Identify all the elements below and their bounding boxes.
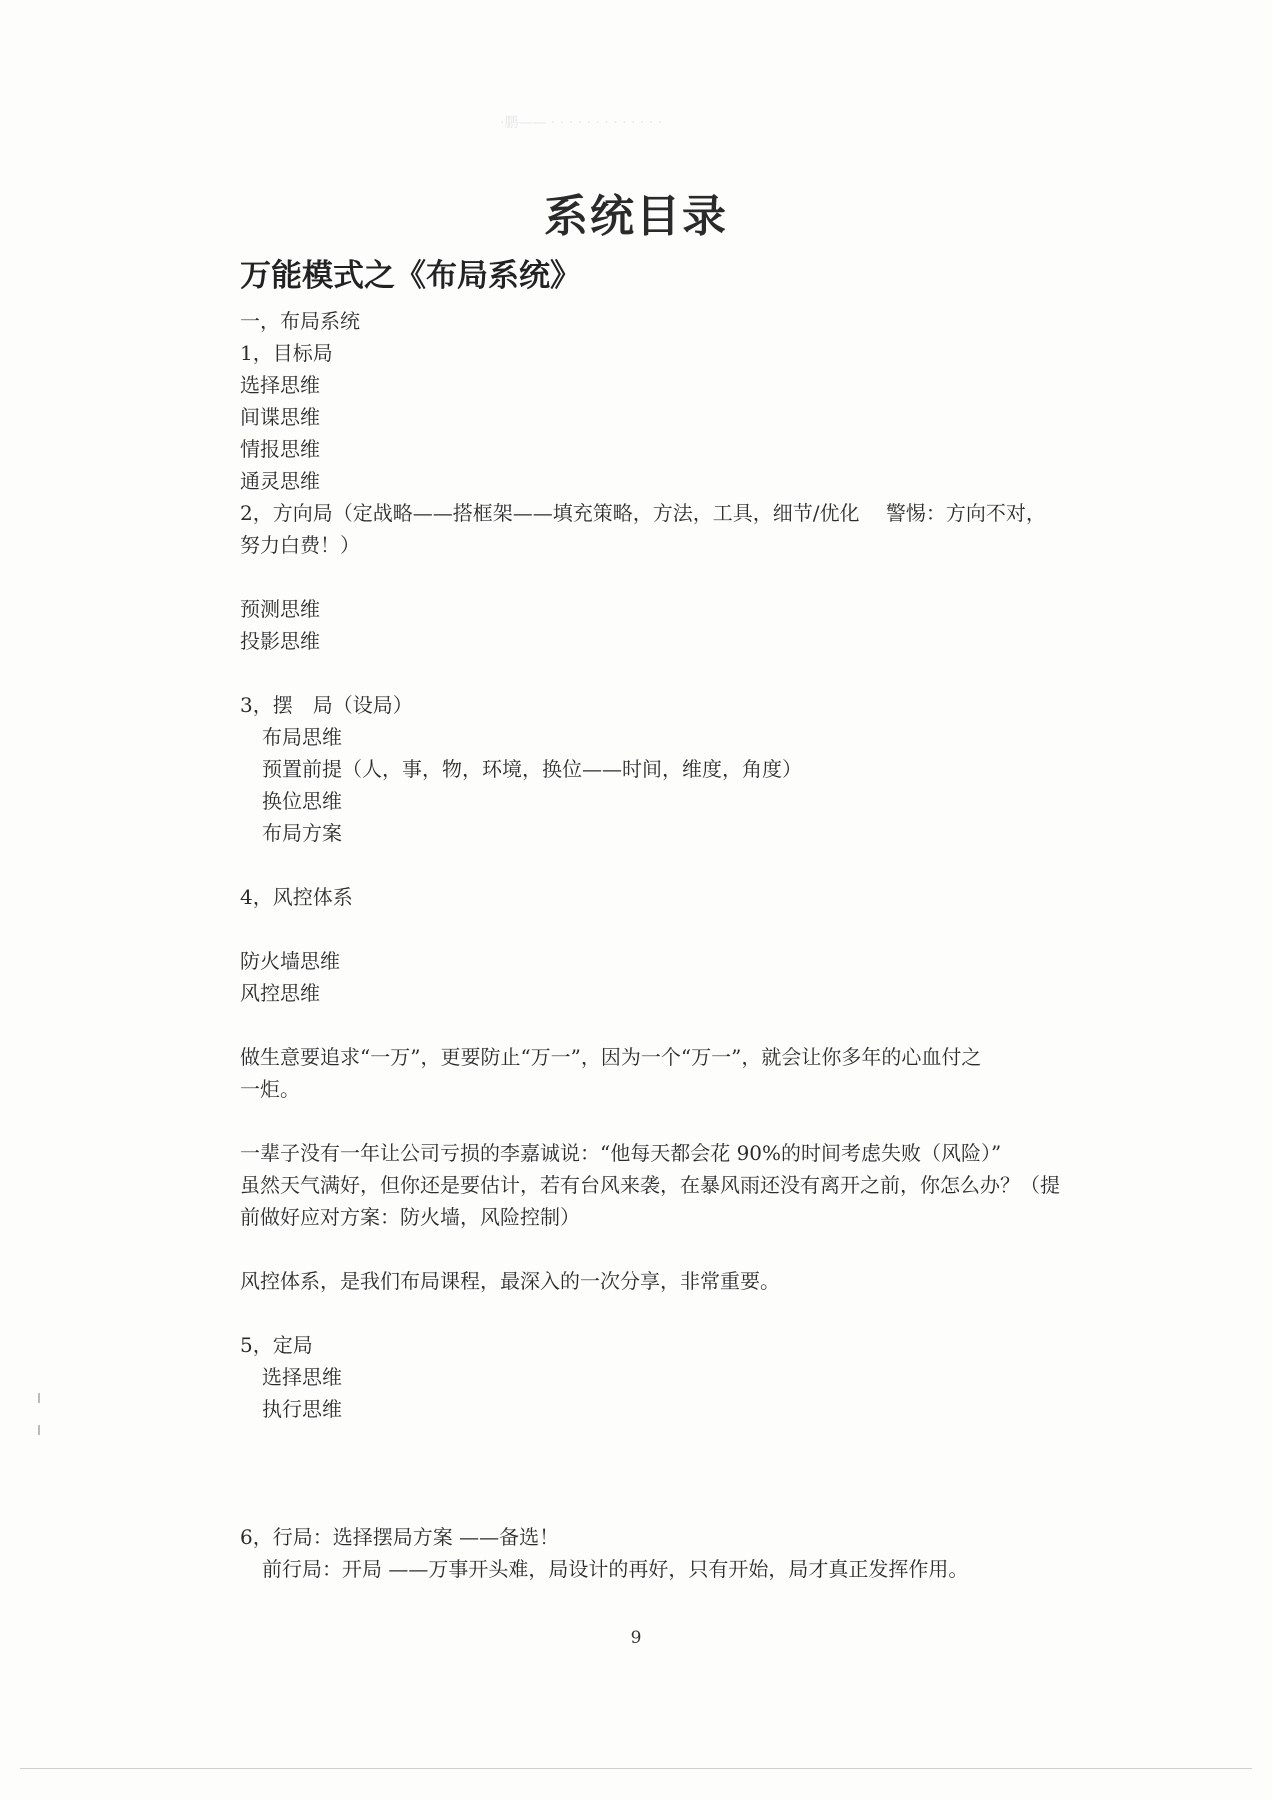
toc-subitem: 前行局：开局 ——万事开头难，局设计的再好，只有开始，局才真正发挥作用。 (262, 1557, 969, 1581)
paragraph-line: 风控体系，是我们布局课程，最深入的一次分享，非常重要。 (240, 1269, 780, 1293)
paragraph-line: 一炬。 (240, 1077, 300, 1101)
section-subtitle: 万能模式之《布局系统》 (240, 258, 581, 294)
paragraph-line: 一辈子没有一年让公司亏损的李嘉诚说：“他每天都会花 90%的时间考虑失败（风险）” (240, 1141, 1002, 1165)
toc-subitem: 预测思维 (240, 597, 320, 621)
bleed-through-header: ·鹏—— · · · · · · · · · · · · · (500, 115, 663, 131)
paragraph-line: 前做好应对方案：防火墙，风险控制） (240, 1205, 580, 1229)
toc-subitem: 选择思维 (240, 373, 320, 397)
toc-subitem: 执行思维 (262, 1397, 342, 1421)
toc-item-2: 2，方向局（定战略——搭框架——填充策略，方法，工具，细节/优化 警惕：方向不对， (240, 501, 1046, 525)
paragraph-line: 虽然天气满好，但你还是要估计，若有台风来袭，在暴风雨还没有离开之前，你怎么办？（提 (240, 1173, 1060, 1197)
toc-subitem: 换位思维 (262, 789, 342, 813)
toc-subitem: 情报思维 (240, 437, 320, 461)
toc-subitem: 防火墙思维 (240, 949, 340, 973)
toc-subitem: 选择思维 (262, 1365, 342, 1389)
paragraph-line: 做生意要追求“一万”，更要防止“万一”，因为一个“万一”，就会让你多年的心血付之 (240, 1045, 982, 1069)
toc-item-1: 一，布局系统 (240, 309, 360, 333)
toc-subitem: 风控思维 (240, 981, 320, 1005)
page-number: 9 (630, 1628, 642, 1648)
scan-mark (38, 1393, 40, 1403)
toc-item-2-cont: 努力白费！） (240, 533, 360, 557)
toc-item-6: 6，行局：选择摆局方案 ——备选！ (240, 1525, 560, 1549)
toc-item-5: 5，定局 (240, 1333, 313, 1357)
toc-item-3: 3，摆 局（设局） (240, 693, 413, 717)
toc-subitem: 投影思维 (240, 629, 320, 653)
toc-item-4: 4，风控体系 (240, 885, 353, 909)
toc-subitem: 通灵思维 (240, 469, 320, 493)
toc-subitem: 预置前提（人，事，物，环境，换位——时间，维度，角度） (262, 757, 802, 781)
toc-subitem: 布局思维 (262, 725, 342, 749)
scan-bottom-edge (20, 1768, 1252, 1769)
scan-mark (38, 1425, 40, 1435)
toc-subitem: 布局方案 (262, 821, 342, 845)
toc-item-1-1: 1，目标局 (240, 341, 333, 365)
toc-subitem: 间谍思维 (240, 405, 320, 429)
page-title: 系统目录 (544, 191, 728, 242)
